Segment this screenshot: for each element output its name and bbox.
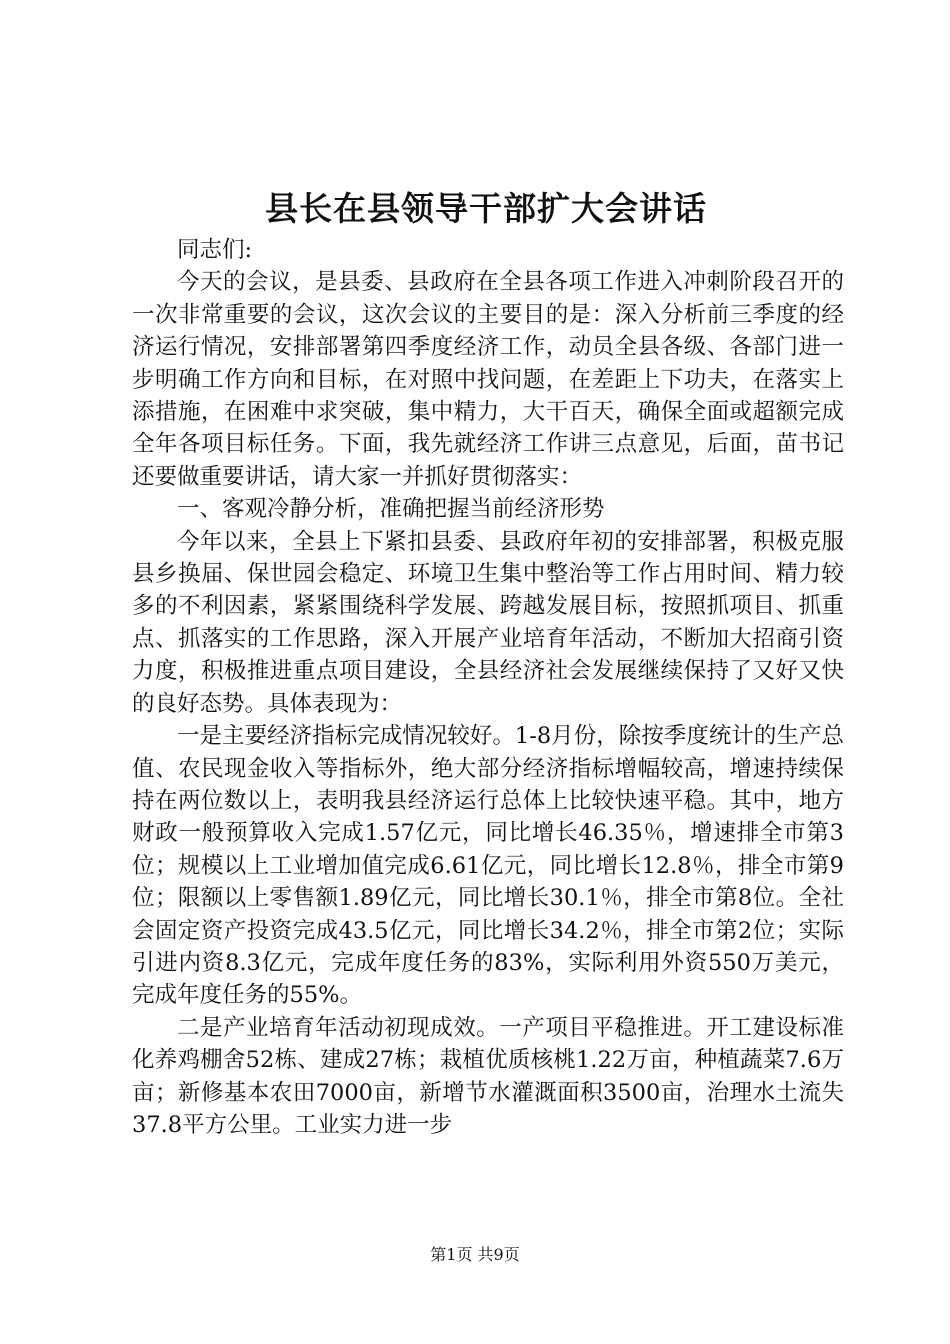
paragraph-overview: 今年以来，全县上下紧扣县委、县政府年初的安排部署，积极克服县乡换届、保世园会稳定、环境卫生集中整治等工作占用时间、精力较多的不利因素，紧紧围绕科学发展、跨越发展目标，按照抓项目、抓重点、抓落实的工作思路，深入开展产业培育年活动，不断加大招商引资力度，积极推进重点项目建设，全县经济社会发展继续保持了又好又快的良好态势。具体表现为：: [132, 528, 844, 717]
paragraph-intro: 今天的会议，是县委、县政府在全县各项工作进入冲刺阶段召开的一次非常重要的会议，这次会议的主要目的是：深入分析前三季度的经济运行情况，安排部署第四季度经济工作，动员全县各级、各部门进一步明确工作方向和目标，在对照中找问题，在差距上下功夫，在落实上添措施，在困难中求突破，集中精力，大干百天，确保全面或超额完成全年各项目标任务。下面，我先就经济工作讲三点意见，后面，苗书记还要做重要讲话，请大家一并抓好贯彻落实：: [132, 269, 844, 490]
page-footer: 第1页 共9页: [430, 1245, 520, 1264]
document-title: 县长在县领导干部扩大会讲话: [265, 189, 707, 228]
paragraph-point-1: 一是主要经济指标完成情况较好。1-8月份，除按季度统计的生产总值、农民现金收入等指标外，绝大部分经济指标增幅较高，增速持续保持在两位数以上，表明我县经济运行总体上比较快速平稳。其中，地方财政一般预算收入完成1.57亿元，同比增长46.35％，增速排全市第3位；规模以上工业增加值完成6.61亿元，同比增长12.8％，排全市第9位；限额以上零售额1.89亿元，同比增长30.1％，排全市第8位。全社会固定资产投资完成43.5亿元，同比增长34.2％，排全市第2位；实际引进内资8.3亿元，完成年度任务的83%，实际利用外资550万美元，完成年度任务的55%。: [132, 723, 844, 1009]
salutation: 同志们:: [177, 237, 253, 263]
document-body: [132, 184, 844, 1141]
section-heading-1: 一、客观冷静分析，准确把握当前经济形势: [177, 496, 605, 523]
paragraph-point-2: 二是产业培育年活动初现成效。一产项目平稳推进。开工建设标准化养鸡棚舍52栋、建成27栋；栽植优质核桃1.22万亩，种植蔬菜7.6万亩；新修基本农田7000亩，新增节水灌溉面积3500亩，治理水土流失37.8平方公里。工业实力进一步: [132, 1014, 844, 1138]
